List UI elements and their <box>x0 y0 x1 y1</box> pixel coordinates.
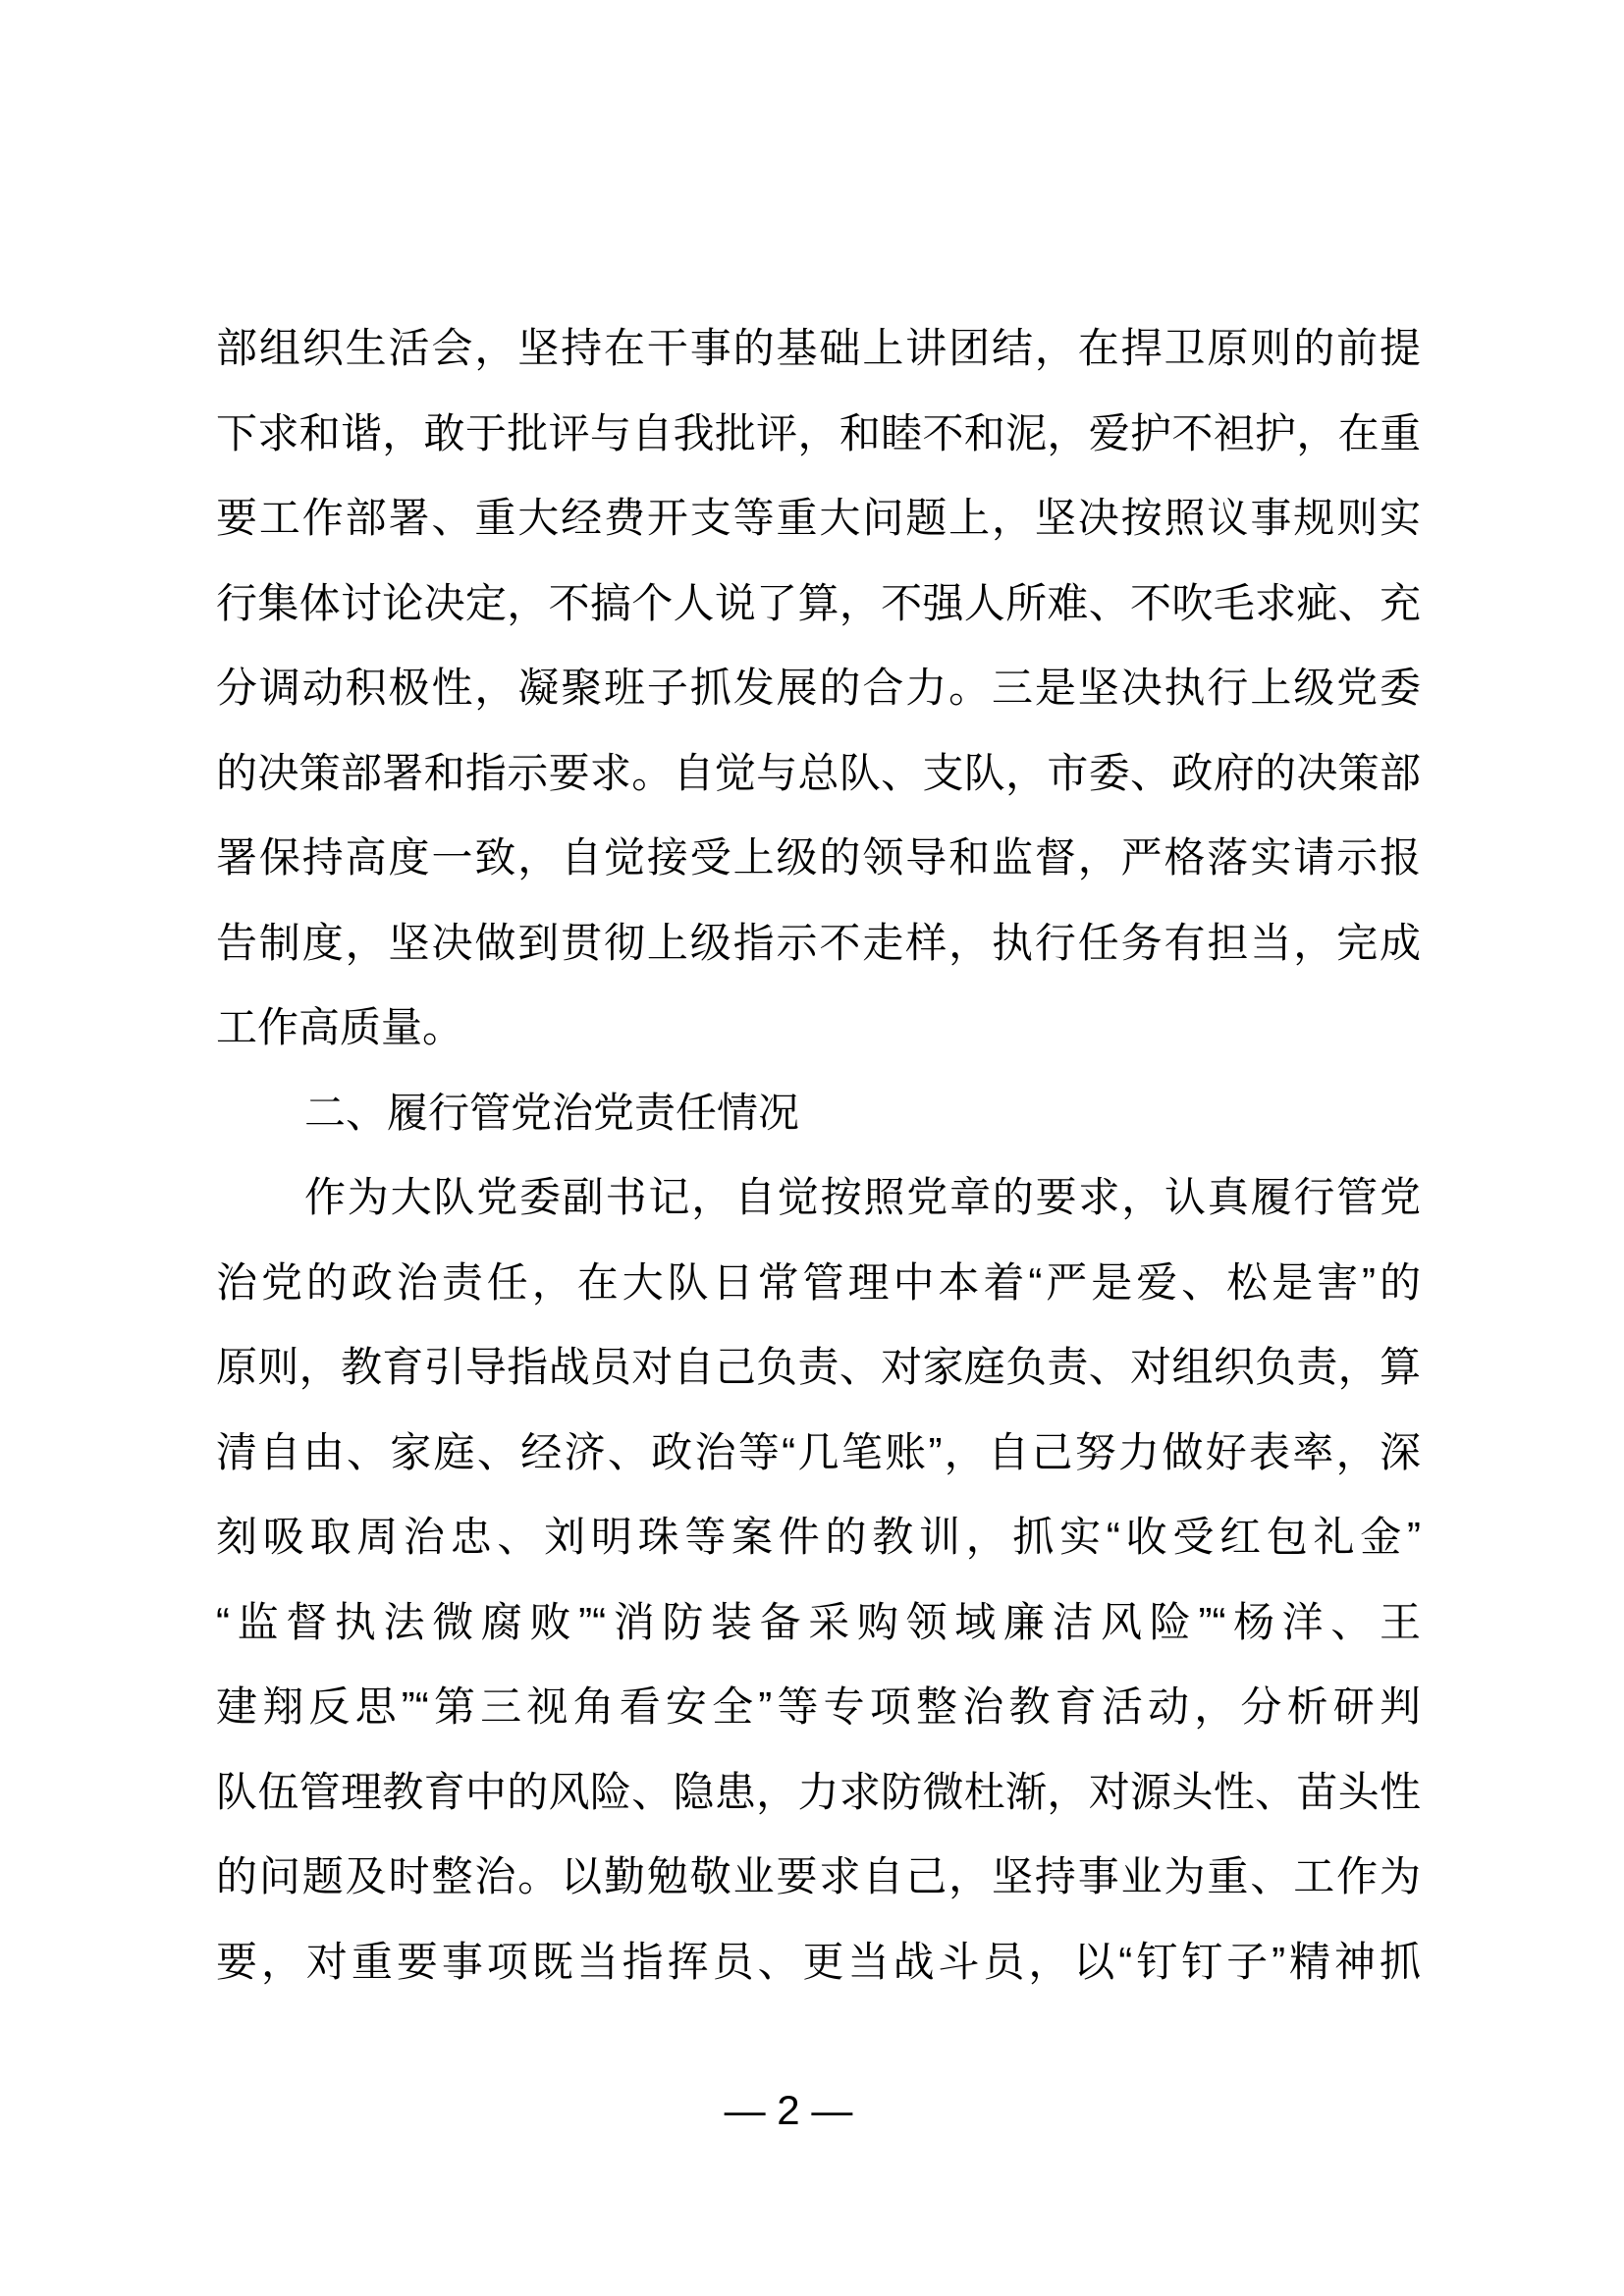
body-line: 署保持高度一致，自觉接受上级的领导和监督，严格落实请示报 <box>216 834 1421 881</box>
body-text <box>216 306 1421 2004</box>
section-heading: 二、履行管党治党责任情况 <box>304 1089 800 1136</box>
body-line: 原则，教育引导指战员对自己负责、对家庭负责、对组织负责，算 <box>216 1344 1421 1390</box>
body-line: 队伍管理教育中的风险、隐患，力求防微杜渐，对源头性、苗头性 <box>216 1768 1421 1815</box>
body-line: 要，对重要事项既当指挥员、更当战斗员，以“钉钉子”精神抓 <box>216 1938 1421 1985</box>
body-line: 分调动积极性，凝聚班子抓发展的合力。三是坚决执行上级党委 <box>216 665 1421 711</box>
body-line: 工作高质量。 <box>216 1004 464 1050</box>
body-line: 的决策部署和指示要求。自觉与总队、支队，市委、政府的决策部 <box>216 749 1421 796</box>
body-line: 的问题及时整治。以勤勉敬业要求自己，坚持事业为重、工作为 <box>216 1853 1421 1899</box>
body-line: 下求和谐，敢于批评与自我批评，和睦不和泥，爱护不袒护，在重 <box>216 409 1421 456</box>
page-number: — 2 — <box>724 2087 853 2133</box>
body-line: 清自由、家庭、经济、政治等“几笔账”，自己努力做好表率，深 <box>216 1428 1421 1475</box>
body-line: 部组织生活会，坚持在干事的基础上讲团结，在捍卫原则的前提 <box>216 325 1421 371</box>
body-line: 刻吸取周治忠、刘明珠等案件的教训，抓实“收受红包礼金” <box>216 1514 1421 1560</box>
body-line: 要工作部署、重大经费开支等重大问题上，坚决按照议事规则实 <box>216 495 1421 541</box>
body-line: 作为大队党委副书记，自觉按照党章的要求，认真履行管党 <box>304 1174 1421 1220</box>
body-line: 行集体讨论决定，不搞个人说了算，不强人所难、不吹毛求疵、充 <box>216 579 1421 626</box>
body-line: 建翔反思”“第三视角看安全”等专项整治教育活动，分析研判 <box>216 1683 1421 1730</box>
body-line: 告制度，坚决做到贯彻上级指示不走样，执行任务有担当，完成 <box>216 919 1421 966</box>
body-line: 治党的政治责任，在大队日常管理中本着“严是爱、松是害”的 <box>216 1258 1421 1306</box>
body-line: “监督执法微腐败”“消防装备采购领域廉洁风险”“杨洋、王 <box>216 1598 1421 1645</box>
